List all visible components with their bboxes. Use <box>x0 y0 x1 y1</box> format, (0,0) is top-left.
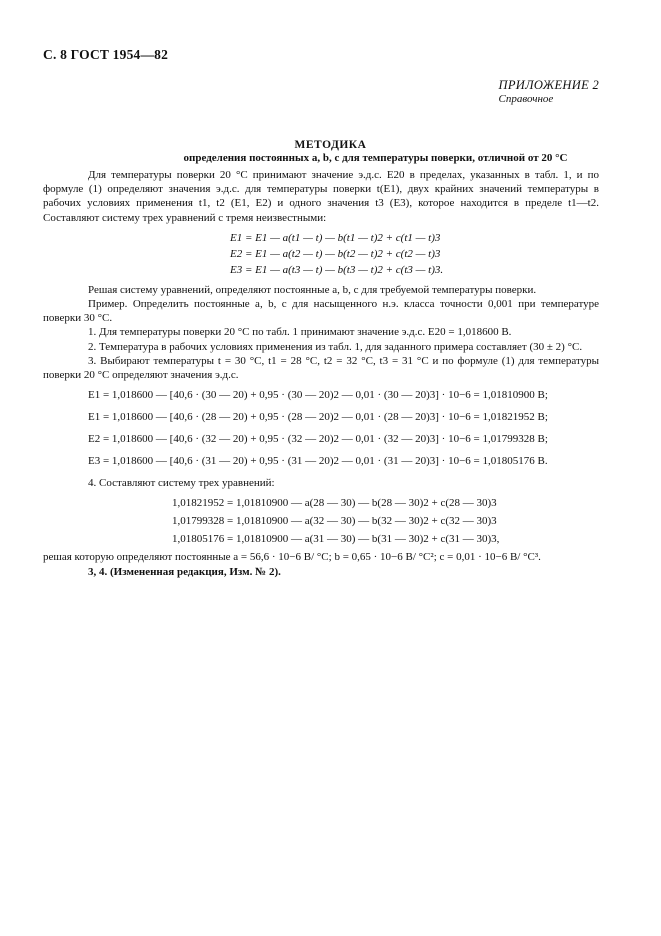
appendix-title: ПРИЛОЖЕНИЕ 2 <box>498 78 599 92</box>
computation-text: E3 = 1,018600 — [40,6 · (31 — 20) + 0,95 · (31 — 20)2 — 0,01 · (31 — 20)3] · 10−6 = 1,01805176 В. <box>88 455 548 468</box>
section-title-main: МЕТОДИКА <box>294 139 367 151</box>
document-body <box>0 168 661 579</box>
amendment-text: 3, 4. (Измененная редакция, Изм. № 2). <box>88 565 281 578</box>
step-2: 2. Температура в рабочих условиях применения из табл. 1, для заданного примера составляет (30 ± 2) °С. <box>88 340 583 353</box>
appendix-label <box>499 78 599 105</box>
appendix-kind: Справочное <box>498 93 554 105</box>
section-title <box>0 139 661 164</box>
system-text: 1,01821952 = 1,01810900 — a(28 — 30) — b(28 — 30)2 + c(28 — 30)3 <box>172 497 497 510</box>
system-text: 1,01805176 = 1,01810900 — a(31 — 30) — b(31 — 30)2 + c(31 — 30)3, <box>172 533 500 546</box>
computation-row <box>0 410 661 432</box>
system-row <box>0 514 661 532</box>
section-title-sub: определения постоянных a, b, c для температуры поверки, отличной от 20 °С <box>183 152 568 164</box>
paragraph-solve: Решая систему уравнений, определяют постоянные a, b, c для требуемой температуры поверки. <box>88 283 537 296</box>
computation-row <box>0 432 661 454</box>
step-4: 4. Составляют систему трех уравнений: <box>88 477 275 490</box>
computation-text: E1 = 1,018600 — [40,6 · (30 — 20) + 0,95 · (30 — 20)2 — 0,01 · (30 — 20)3] · 10−6 = 1,01810900 В; <box>88 389 548 402</box>
amendment-note <box>0 565 661 579</box>
system-text: 1,01799328 = 1,01810900 — a(32 — 30) — b(32 — 30)2 + c(32 — 30)3 <box>172 515 497 528</box>
system-row <box>0 532 661 550</box>
equation-row <box>0 247 661 263</box>
computation-row <box>0 454 661 476</box>
paragraph-example: Пример. Определить постоянные a, b, c для насыщенного н.э. класса точности 0,001 при температуре поверки 30 °С. <box>43 298 599 325</box>
computation-text: E1 = 1,018600 — [40,6 · (28 — 20) + 0,95 · (28 — 20)2 — 0,01 · (28 — 20)3] · 10−6 = 1,01821952 В; <box>88 411 548 424</box>
computation-row <box>0 388 661 410</box>
page-header: С. 8 ГОСТ 1954—82 <box>43 47 169 62</box>
equation-row <box>0 231 661 247</box>
equation-text: E3 = E1 — a(t3 — t) — b(t3 — t)2 + c(t3 — t)3. <box>230 263 444 276</box>
computation-text: E2 = 1,018600 — [40,6 · (32 — 20) + 0,95 · (32 — 20)2 — 0,01 · (32 — 20)3] · 10−6 = 1,01799328 В; <box>88 433 548 446</box>
step-3: 3. Выбирают температуры t = 30 °С, t1 = 28 °С, t2 = 32 °С, t3 = 31 °С и по формуле (1) для температуры поверки 20 °С определяют значения э.д.с. <box>43 354 599 382</box>
paragraph-intro: Для температуры поверки 20 °С принимают значение э.д.с. E20 в пределах, указанных в табл. 1, и по формуле (1) определяют значения э.д.с. для температуры поверки t(E1), двух крайних значений температуры в рабочих условиях применения t1, t2 (E1, E2) и одного значения t3 (E3), которое находится в пределе t1—t2. Составляют систему трех уравнений с тремя неизвестными: <box>43 169 599 224</box>
equation-row <box>0 263 661 279</box>
equation-text: E2 = E1 — a(t2 — t) — b(t2 — t)2 + c(t2 — t)3 <box>230 247 441 260</box>
step-1: 1. Для температуры поверки 20 °С по табл. 1 принимают значение э.д.с. E20 = 1,018600 В. <box>88 326 512 339</box>
system-row <box>0 496 661 514</box>
equation-text: E1 = E1 — a(t1 — t) — b(t1 — t)2 + c(t1 — t)3 <box>230 231 441 244</box>
paragraph-result: решая которую определяют постоянные a = 56,6 · 10−6 В/ °С; b = 0,65 · 10−6 В/ °С²; c = 0,01 · 10−6 В/ °С³. <box>43 551 541 564</box>
